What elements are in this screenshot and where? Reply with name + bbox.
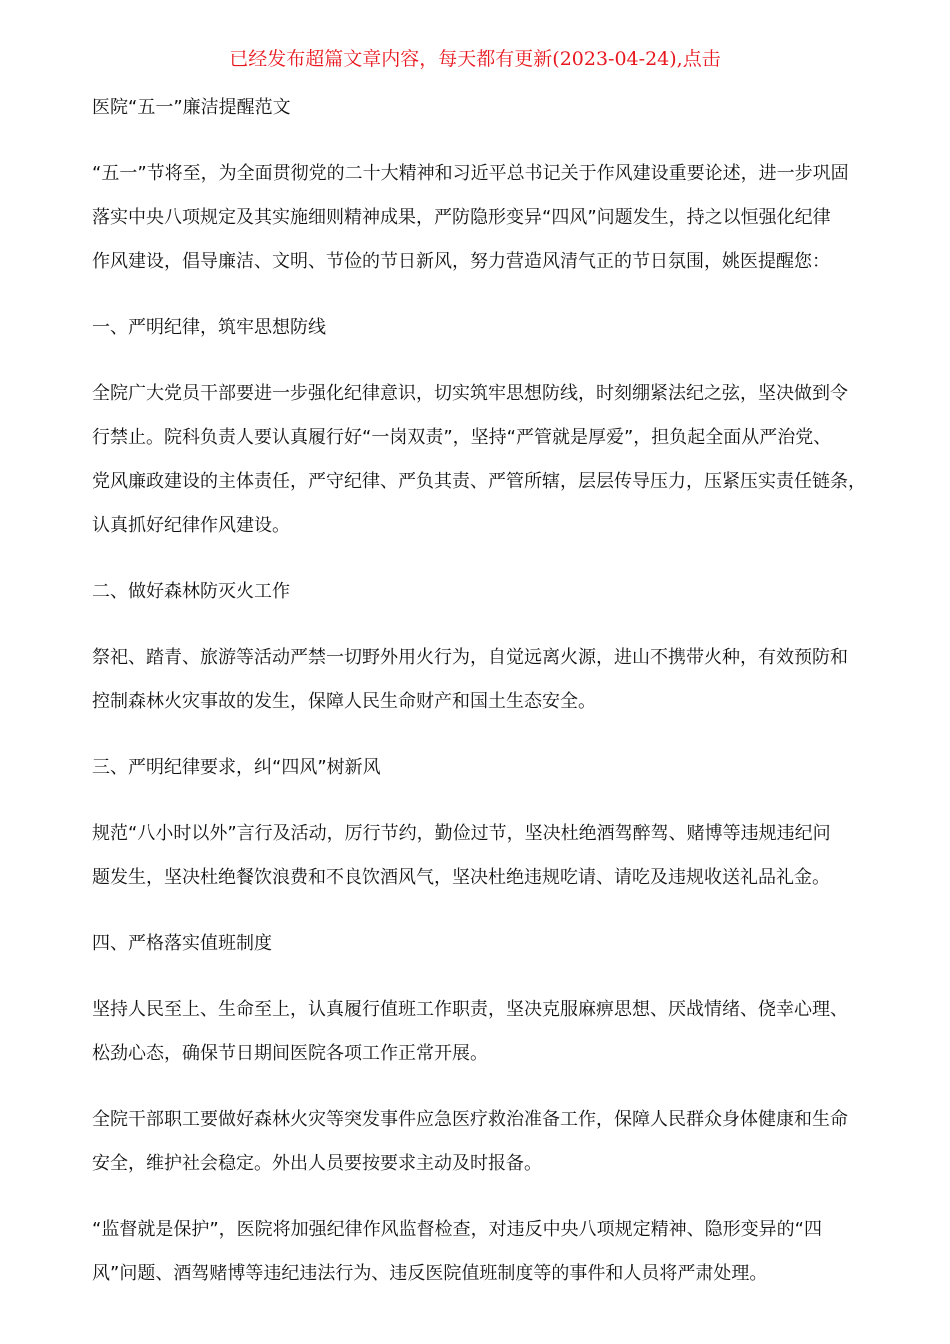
paragraph-line: 落实中央八项规定及其实施细则精神成果，严防隐形变异“四风”问题发生，持之以恒强化纪律 [92,207,831,228]
paragraph-line: 风”问题、酒驾赌博等违纪违法行为、违反医院值班制度等的事件和人员将严肃处理。 [92,1263,768,1284]
paragraph-line: “监督就是保护”，医院将加强纪律作风监督检查，对违反中央八项规定精神、隐形变异的“四 [92,1219,822,1240]
supervision-paragraph [92,1208,922,1296]
section-body-4 [92,988,922,1076]
paragraph-line: 全院广大党员干部要进一步强化纪律意识，切实筑牢思想防线，时刻绷紧法纪之弦，坚决做到令 [92,383,848,404]
paragraph-line: 党风廉政建设的主体责任，严守纪律、严负其责、严管所辖，层层传导压力，压紧压实责任链条， [92,471,866,492]
paragraph-line: 认真抓好纪律作风建设。 [92,515,290,536]
section-heading-3: 三、严明纪律要求，纠“四风”树新风 [92,757,381,778]
paragraph-line: 安全，维护社会稳定。外出人员要按要求主动及时报备。 [92,1153,542,1174]
section-heading-1: 一、严明纪律，筑牢思想防线 [92,317,326,338]
paragraph-line: 坚持人民至上、生命至上，认真履行值班工作职责，坚决克服麻痹思想、厌战情绪、侥幸心理、 [92,999,848,1020]
section-body-2 [92,636,922,724]
paragraph-line: 祭祀、踏青、旅游等活动严禁一切野外用火行为，自觉远离火源，进山不携带火种，有效预防和 [92,647,848,668]
intro-paragraph [92,152,922,284]
section-body-3 [92,812,922,900]
section-heading-2: 二、做好森林防灭火工作 [92,581,290,602]
paragraph-line: 全院干部职工要做好森林火灾等突发事件应急医疗救治准备工作，保障人民群众身体健康和生命 [92,1109,848,1130]
document-body [92,86,922,1296]
paragraph-line: 作风建设，倡导廉洁、文明、节俭的节日新风，努力营造风清气正的节日氛围，姚医提醒您： [92,251,830,272]
paragraph-line: 规范“八小时以外”言行及活动，厉行节约，勤俭过节，坚决杜绝酒驾醉驾、赌博等违规违纪问 [92,823,831,844]
paragraph-line: 控制森林火灾事故的发生，保障人民生命财产和国土生态安全。 [92,691,596,712]
paragraph-line: “五一”节将至，为全面贯彻党的二十大精神和习近平总书记关于作风建设重要论述，进一步巩固 [92,163,849,184]
paragraph-line: 题发生，坚决杜绝餐饮浪费和不良饮酒风气，坚决杜绝违规吃请、请吃及违规收送礼品礼金。 [92,867,830,888]
section-heading-4: 四、严格落实值班制度 [92,933,272,954]
promo-banner-link[interactable]: 已经发布超篇文章内容，每天都有更新(2023-04-24),点击 [229,48,721,70]
emergency-paragraph [92,1098,922,1186]
paragraph-line: 松劲心态，确保节日期间医院各项工作正常开展。 [92,1043,488,1064]
document-title: 医院“五一”廉洁提醒范文 [92,97,291,118]
section-body-1 [92,372,922,548]
paragraph-line: 行禁止。院科负责人要认真履行好“一岗双责”，坚持“严管就是厚爱”，担负起全面从严治党、 [92,427,832,448]
